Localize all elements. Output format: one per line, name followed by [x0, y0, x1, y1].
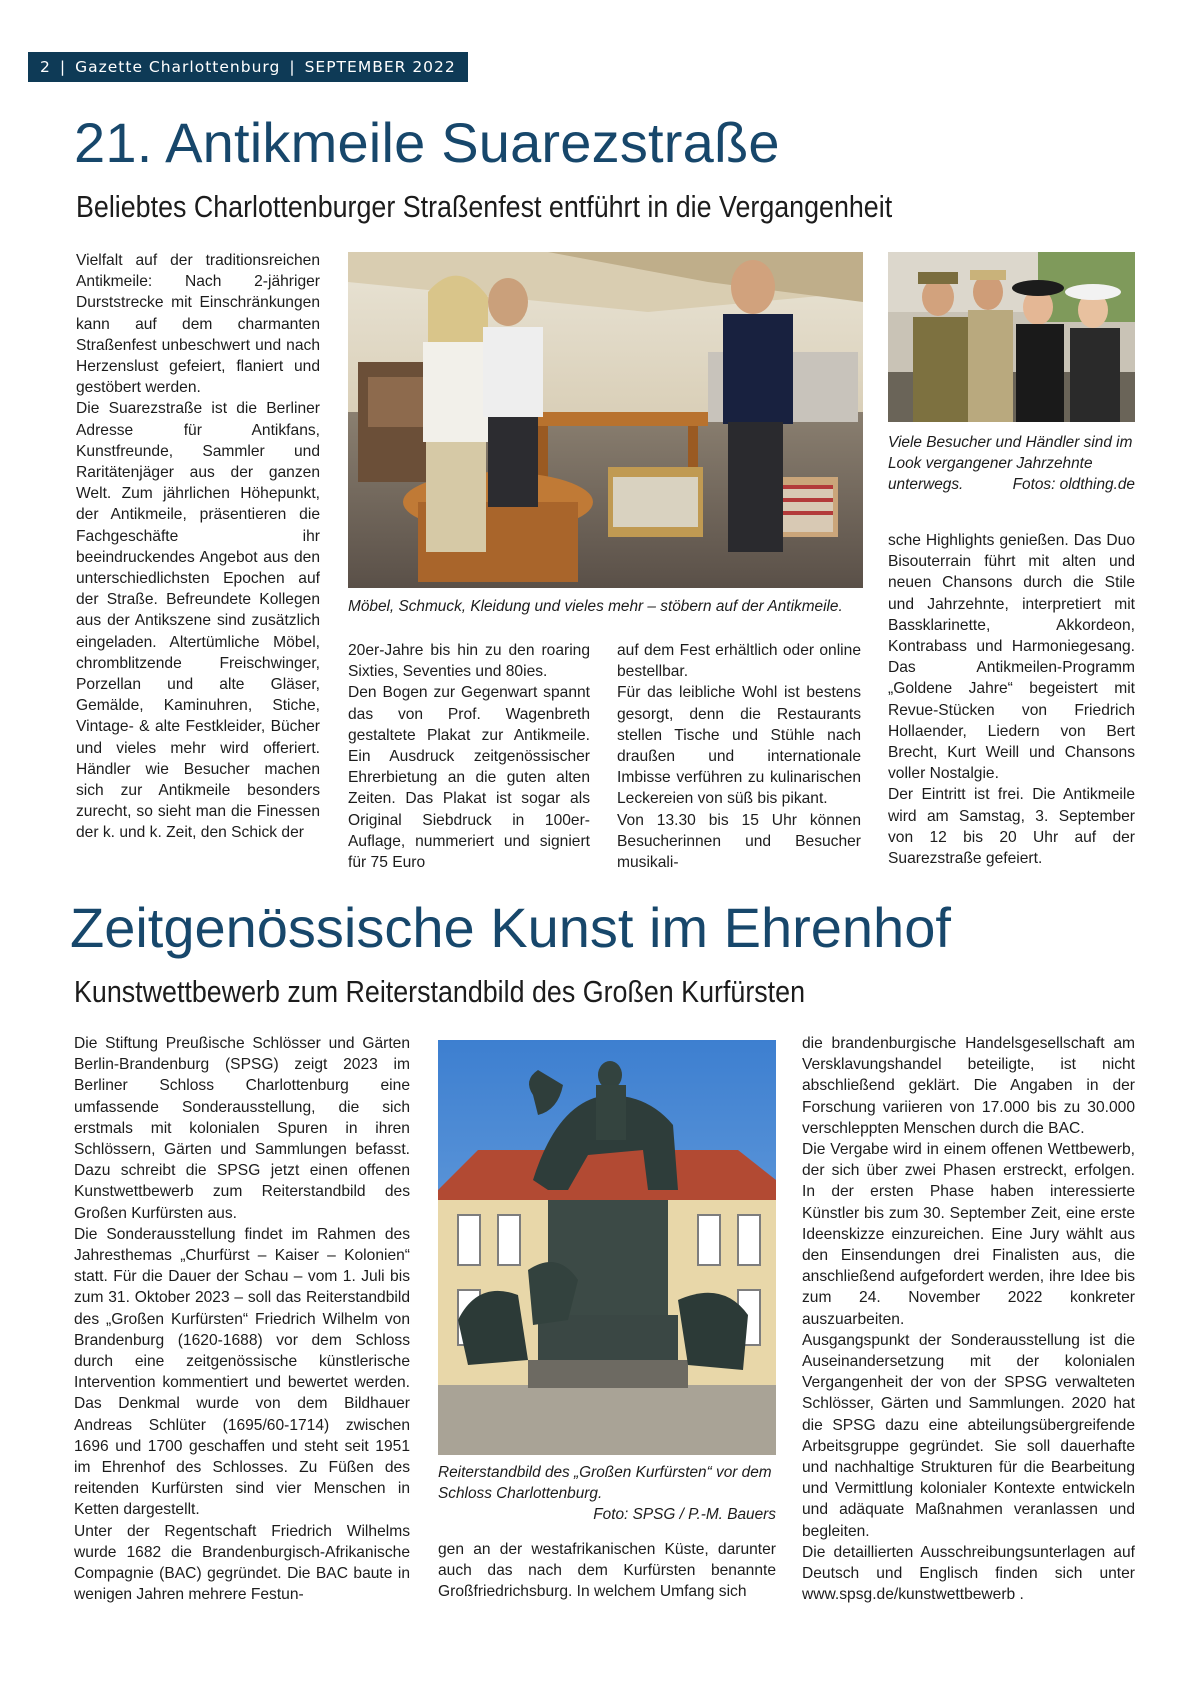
paragraph: Vielfalt auf der traditionsreichen Antikmeile: Nach 2-jähriger Durststrecke mit Einschränkungen kann auf dem charmanten Straßenfest unbeschwert und nach Herzenslust gefeiert, flaniert und gestöbert werden.	[76, 252, 320, 397]
photo-caption-text: Reiterstandbild des „Großen Kurfürsten“ vor dem Schloss Charlottenburg.	[438, 1464, 772, 1502]
paragraph: Von 13.30 bis 15 Uhr können Besucherinnen und Besucher musikali-	[617, 811, 861, 872]
article-column-4	[888, 530, 1135, 869]
photo-credit: Foto: SPSG / P.-M. Bauers	[593, 1506, 776, 1523]
header-separator: |	[289, 58, 296, 76]
paragraph: Den Bogen zur Gegenwart spannt das von Prof. Wagenbreth gestaltete Plakat zur Antikmeile. Ein Ausdruck zeitgenössischer Ehrerbietung an die guten alten Zeiten. Das Plakat ist sogar als Original Siebdruck in 100er-Auflage, nummeriert und signiert für 75 Euro	[348, 684, 590, 872]
paragraph: Die Suarezstraße ist die Berliner Adresse für Antikfans, Kunstfreunde, Sammler und Raritätenjäger aus der ganzen Welt. Zum jährlichen Höhepunkt, der Antikmeile, präsentieren die Fachgeschäfte ihr beeindruckendes Angebot aus den unterschiedlichsten Epochen auf der Straße. Befreundete Kollegen aus der Antikszene sind zusätzlich eingeladen. Altertümliche Möbel, chromblitzende Freischwinger, Porzellan und alte Gläser, Gemälde, Kaminuhren, Stiche, Vintage- & alte Festkleider, Bücher und vieles mehr wird offeriert. Händler wie Besucher machen sich zur Antikmeile besonders zurecht, so sieht man die Finessen der k. und k. Zeit, den Schick der	[76, 400, 320, 842]
paragraph: 20er-Jahre bis hin zu den roaring Sixties, Seventies und 80ies.	[348, 642, 590, 681]
paragraph: gen an der westafrikanischen Küste, darunter auch das nach dem Kurfürsten benannte Großfriedrichsburg. In welchem Umfang sich	[438, 1541, 776, 1601]
article-column-1	[76, 250, 320, 844]
photo-caption-text: Viele Besucher und Händler sind im Look vergangener Jahrzehnte unterwegs.	[888, 434, 1133, 493]
article-title: 21. Antikmeile Suarezstraße	[74, 111, 780, 174]
paragraph: die brandenburgische Handelsgesellschaft am Versklavungshandel beteiligte, ist nicht abschließend geklärt. Die Angaben in der Forschung variieren von 17.000 bis zu 30.000 verschleppten Menschen durch die BAC.	[802, 1035, 1135, 1137]
paragraph: Unter der Regentschaft Friedrich Wilhelms wurde 1682 die Brandenburgisch-Afrikanische Compagnie (BAC) gegründet. Die BAC baute in wenigen Jahren mehrere Festun-	[74, 1522, 410, 1604]
equestrian-statue-photo	[438, 1040, 776, 1455]
paragraph: Die Vergabe wird in einem offenen Wettbewerb, der sich über zwei Phasen erstreckt, erfolgen. In der ersten Phase haben interessierte Künstler bis zum 30. September Zeit, eine erste Ideenskizze einzureichen. Eine Jury wählt aus den Einsendungen drei Finalisten aus, die anschließend aufgefordert werden, ihre Idee bis zum 24. November 2022 konkreter auszuarbeiten.	[802, 1141, 1135, 1328]
page-number: 2	[40, 58, 51, 76]
article-title: Zeitgenössische Kunst im Ehrenhof	[70, 896, 951, 959]
paragraph: Die Sonderausstellung findet im Rahmen des Jahresthemas „Churfürst – Kaiser – Kolonien“ statt. Für die Dauer der Schau – vom 1. Juli bis zum 31. Oktober 2023 – soll das Reiterstandbild des „Großen Kurfürsten“ Friedrich Wilhelm von Brandenburg (1620-1688) vor dem Schloss durch eine zeitgenössische künstlerische Intervention kommentiert und bewertet werden. Das Denkmal wurde von dem Bildhauer Andreas Schlüter (1695/60-1714) zwischen 1696 und 1700 geschaffen und steht seit 1951 im Ehrenhof des Schlosses. Zu Füßen des reitenden Kurfürsten sind vier Menschen in Ketten dargestellt.	[74, 1225, 410, 1519]
article-subtitle: Kunstwettbewerb zum Reiterstandbild des Großen Kurfürsten	[74, 975, 806, 1009]
photo-credit: Fotos: oldthing.de	[1012, 476, 1135, 493]
page-header	[28, 52, 468, 82]
article-subtitle: Beliebtes Charlottenburger Straßenfest entführt in die Vergangenheit	[76, 190, 893, 224]
issue-date: SEPTEMBER 2022	[304, 58, 456, 76]
paragraph: sche Highlights genießen. Das Duo Bisouterrain führt mit alten und neuen Chansons durch die Stile und Jahrzehnte, interpretiert mit Bassklarinette, Akkordeon, Kontrabass und Harmoniegesang. Das Antikmeilen-Programm „Goldene Jahre“ begeistert mit Revue-Stücken von Friedrich Hollaender, Liedern von Bert Brecht, Kurt Weill und Chansons voller Nostalgie.	[888, 532, 1135, 783]
costumed-visitors-photo	[888, 252, 1135, 422]
paragraph: Der Eintritt ist frei. Die Antikmeile wird am Samstag, 3. September von 12 bis 20 Uhr auf der Suarezstraße gefeiert.	[888, 786, 1135, 868]
article-column-3	[617, 640, 861, 873]
paragraph: Ausgangspunkt der Sonderausstellung ist die Auseinandersetzung mit der kolonialen Vergangenheit der von der SPSG verwalteten Schlösser, Gärten und Sammlungen. 2020 hat die SPSG dazu eine abteilungsübergreifende Arbeitsgruppe gegründet. Sie soll dauerhafte und nachhaltige Strukturen für die Bearbeitung und Vermittlung kolonialer Kontexte entwickeln und adäquate Maßnahmen veranlassen und begleiten.	[802, 1331, 1135, 1540]
paragraph: Die Stiftung Preußische Schlösser und Gärten Berlin-Brandenburg (SPSG) zeigt 2023 im Berliner Schloss Charlottenburg eine umfassende Sonderausstellung, die sich erstmals mit kolonialen Spuren in ihren Schlössern, Gärten und Sammlungen befasst. Dazu schreibt die SPSG jetzt einen offenen Kunstwettbewerb zum Reiterstandbild des Großen Kurfürsten aus.	[74, 1035, 410, 1222]
header-separator: |	[59, 58, 67, 76]
photo-caption-side	[888, 432, 1135, 495]
paragraph: auf dem Fest erhältlich oder online bestellbar.	[617, 642, 861, 681]
article-column-1	[74, 1033, 410, 1605]
publication-name: Gazette Charlottenburg	[75, 58, 281, 76]
antique-market-photo	[348, 252, 863, 588]
photo-caption: Möbel, Schmuck, Kleidung und vieles mehr – stöbern auf der Antikmeile.	[348, 598, 843, 615]
article-column-2	[348, 640, 590, 873]
article-column-2	[438, 1539, 776, 1603]
photo-caption	[438, 1462, 776, 1525]
article-column-3	[802, 1033, 1135, 1605]
paragraph: Die detaillierten Ausschreibungsunterlagen auf Deutsch und Englisch finden sich unter www.spsg.de/kunstwettbewerb .	[802, 1543, 1135, 1604]
paragraph: Für das leibliche Wohl ist bestens gesorgt, denn die Restaurants stellen Tische und Stühle nach draußen und internationale Imbisse verführen zu kulinarischen Leckereien von süß bis pikant.	[617, 684, 861, 808]
